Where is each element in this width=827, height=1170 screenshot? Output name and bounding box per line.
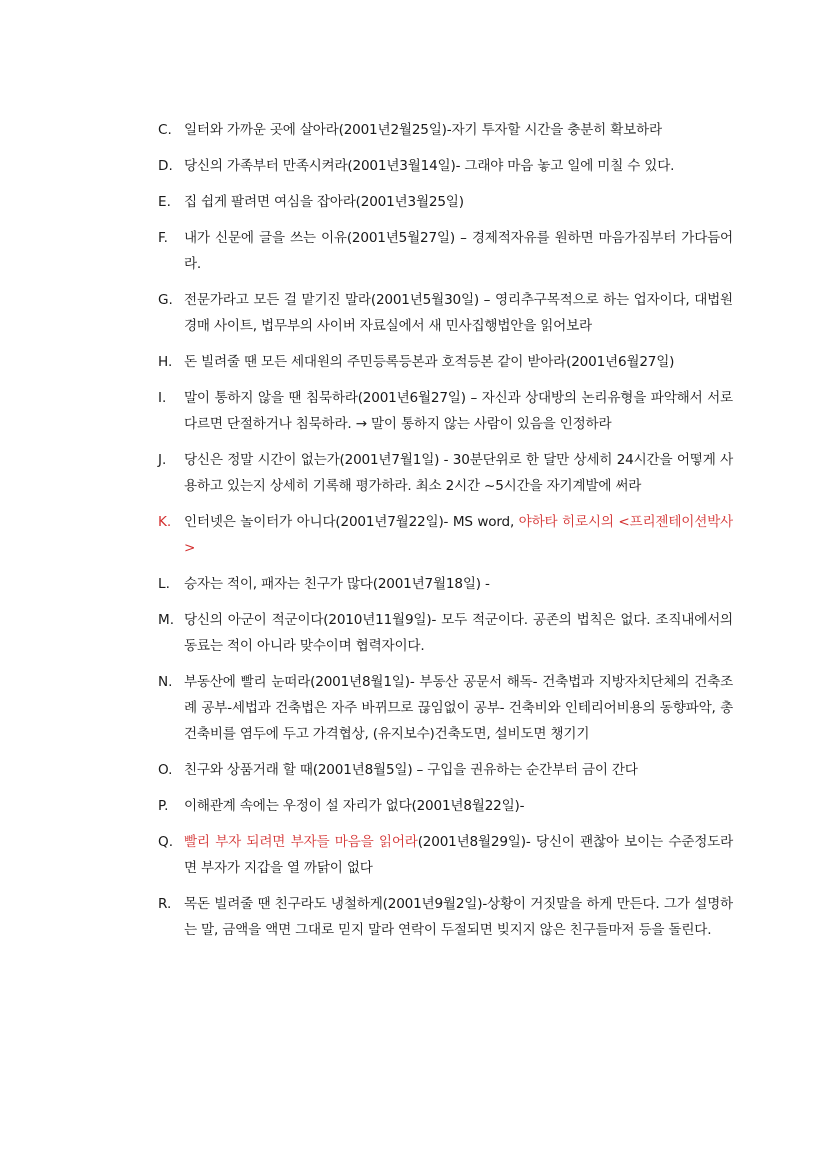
list-item-text xyxy=(184,829,733,881)
text-segment: 당신은 정말 시간이 없는가(2001년7월1일) - 30분단위로 한 달만 상세히 24시간을 어떻게 사용하고 있는지 상세히 기록해 평가하라. 최소 2시간 ~5시간을 자기계발에 써라 xyxy=(184,452,733,494)
list-item-marker: E. xyxy=(158,194,171,210)
list-item xyxy=(158,287,733,339)
list-item-text xyxy=(184,117,733,143)
text-segment: 인터넷은 놀이터가 아니다(2001년7월22일)- MS word, xyxy=(184,514,519,530)
list-item-marker: K. xyxy=(158,514,172,530)
list-item-marker: D. xyxy=(158,158,173,174)
list-item-text xyxy=(184,669,733,747)
list-item-text xyxy=(184,349,733,375)
list-item xyxy=(158,509,733,561)
list-item-marker: J. xyxy=(158,452,167,468)
list-item-text xyxy=(184,509,733,561)
list-item-marker: H. xyxy=(158,354,173,370)
text-segment: 이해관계 속에는 우정이 설 자리가 없다(2001년8월22일)- xyxy=(184,798,525,814)
list-item-marker: R. xyxy=(158,896,172,912)
list-item-marker: Q. xyxy=(158,834,174,850)
list-item-text xyxy=(184,607,733,659)
list-item-marker: M. xyxy=(158,612,175,628)
list-item xyxy=(158,225,733,277)
text-segment: 돈 빌려줄 땐 모든 세대원의 주민등록등본과 호적등본 같이 받아라(2001년6월27일) xyxy=(184,354,675,370)
list-item-text xyxy=(184,385,733,437)
list-item xyxy=(158,793,733,819)
list-item xyxy=(158,189,733,215)
list-item xyxy=(158,669,733,747)
list-item-text xyxy=(184,891,733,943)
text-segment: 당신의 가족부터 만족시켜라(2001년3월14일)- 그래야 마음 놓고 일에 미칠 수 있다. xyxy=(184,158,675,174)
list-item xyxy=(158,385,733,437)
list-item-text xyxy=(184,153,733,179)
list-item-text xyxy=(184,225,733,277)
list-item xyxy=(158,607,733,659)
list-item-marker: P. xyxy=(158,798,169,814)
text-segment: 친구와 상품거래 할 때(2001년8월5일) – 구입을 권유하는 순간부터 금이 간다 xyxy=(184,762,638,778)
list-item xyxy=(158,891,733,943)
list-item xyxy=(158,571,733,597)
highlighted-text: 야하타 히로시의 <프리젠테이션박사> xyxy=(184,514,733,556)
list-item xyxy=(158,757,733,783)
highlighted-text: 빨리 부자 되려면 부자들 마음을 읽어라 xyxy=(184,834,418,850)
text-segment: 승자는 적이, 패자는 친구가 많다(2001년7월18일) - xyxy=(184,576,490,592)
list-item-marker: G. xyxy=(158,292,173,308)
list-item-text xyxy=(184,287,733,339)
text-segment: 당신의 아군이 적군이다(2010년11월9일)- 모두 적군이다. 공존의 법칙은 없다. 조직내에서의 동료는 적이 아니라 맞수이며 협력자이다. xyxy=(184,612,733,654)
list-item-text xyxy=(184,189,733,215)
list-item xyxy=(158,829,733,881)
text-segment: 일터와 가까운 곳에 살아라(2001년2월25일)-자기 투자할 시간을 충분히 확보하라 xyxy=(184,122,662,138)
text-segment: 말이 통하지 않을 땐 침묵하라(2001년6월27일) – 자신과 상대방의 논리유형을 파악해서 서로 다르면 단절하거나 침묵하라. → 말이 통하지 않는 사람이 있음을 인정하라 xyxy=(184,390,733,432)
list-item-marker: N. xyxy=(158,674,173,690)
text-segment: (2001년8월29일)- 당신이 괜찮아 보이는 수준정도라면 부자가 지갑을 열 까닭이 없다 xyxy=(184,834,733,876)
text-segment: 목돈 빌려줄 땐 친구라도 냉철하게(2001년9월2일)-상황이 거짓말을 하게 만든다. 그가 설명하는 말, 금액을 액면 그대로 믿지 말라 연락이 두절되면 빚지지 않은 친구들마저 등을 돌린다. xyxy=(184,896,733,938)
list-item xyxy=(158,447,733,499)
list-item xyxy=(158,153,733,179)
text-segment: 집 쉽게 팔려면 여심을 잡아라(2001년3월25일) xyxy=(184,194,464,210)
list-item-text xyxy=(184,571,733,597)
list-item-marker: I. xyxy=(158,390,167,406)
text-segment: 부동산에 빨리 눈떠라(2001년8월1일)- 부동산 공문서 해독- 건축법과 지방자치단체의 건축조례 공부-세법과 건축법은 자주 바뀌므로 끊임없이 공부- 건축비와 인테리어비용의 동향파악, 총건축비를 염두에 두고 가격협상, (유지보수)건축도면, 설비도면 챙기기 xyxy=(184,674,733,742)
list-item-text xyxy=(184,447,733,499)
list-item-text xyxy=(184,793,733,819)
text-segment: 전문가라고 모든 걸 맡기진 말라(2001년5월30일) – 영리추구목적으로 하는 업자이다, 대법원 경매 사이트, 법무부의 사이버 자료실에서 새 민사집행법안을 읽어보라 xyxy=(184,292,733,334)
list-item-marker: F. xyxy=(158,230,168,246)
list-item-marker: C. xyxy=(158,122,172,138)
list-item xyxy=(158,117,733,143)
list-item-text xyxy=(184,757,733,783)
text-segment: 내가 신문에 글을 쓰는 이유(2001년5월27일) – 경제적자유를 원하면 마음가짐부터 가다듬어라. xyxy=(184,230,733,272)
lettered-list xyxy=(158,117,733,953)
list-item-marker: L. xyxy=(158,576,170,592)
list-item xyxy=(158,349,733,375)
list-item-marker: O. xyxy=(158,762,173,778)
